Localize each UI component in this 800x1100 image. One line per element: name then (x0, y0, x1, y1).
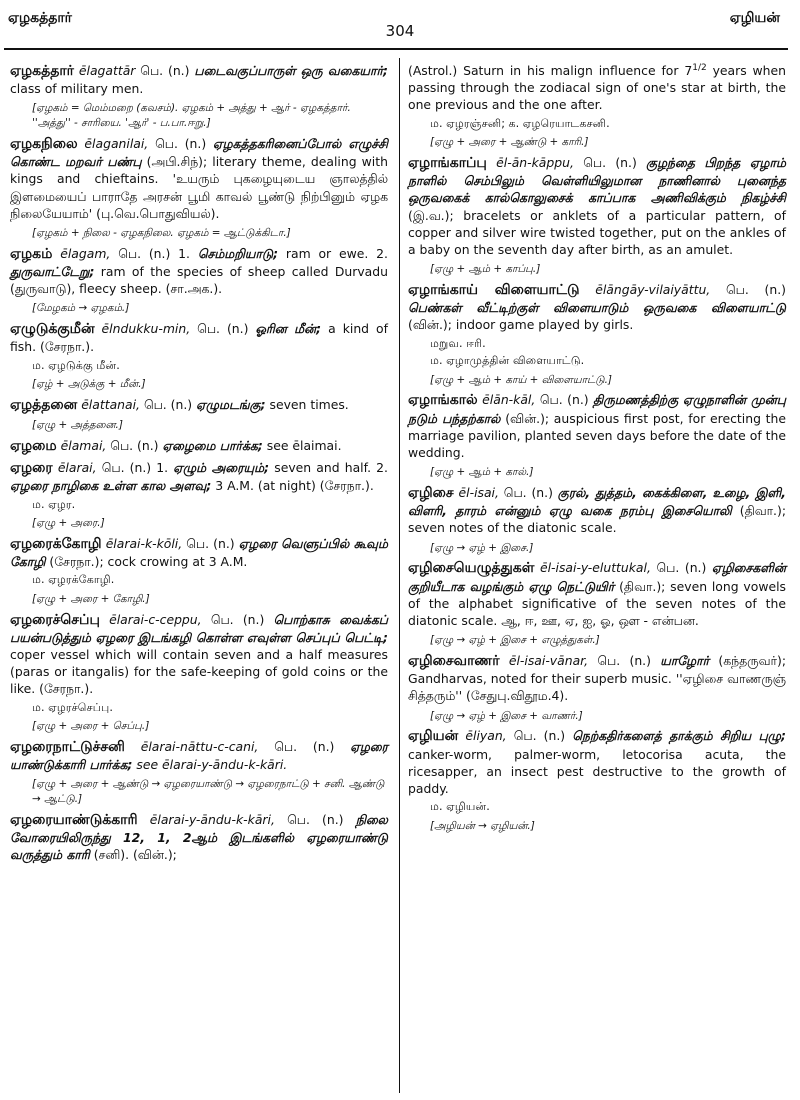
transliteration: ēlndukku-min, (101, 321, 191, 337)
english-meaning: see ēlarai-y-āndu-k-kāri. (136, 757, 288, 773)
fraction: 1/2 (692, 62, 707, 73)
sense-number: 2. (376, 460, 388, 476)
transliteration: ēlagam, (60, 245, 111, 261)
entry-definition (408, 484, 786, 537)
english-meaning: (இ.வ.); bracelets or anklets of a particular pattern, of copper and silver wire twisted together, put on the ankles of a baby on the seventh day after birth, as an amulet. (408, 207, 786, 257)
transliteration: ēlagattār (78, 63, 136, 78)
etymology: [ஏழு + ஆம் + காப்பு.] (430, 263, 541, 276)
transliteration: ēl-ān-kāppu, (496, 154, 574, 170)
transliteration: ēl-isai-vānar, (508, 652, 589, 668)
cognate: ம. ஏழரக்கோழி. (32, 573, 115, 587)
sense-number: 2. (376, 245, 388, 261)
part-of-speech: பெ. (n.) (656, 560, 707, 576)
english-meaning: 3 A.M. (at night) (சேரநா.). (215, 478, 374, 494)
header-left-guide-word: ஏழகத்தார் (8, 10, 72, 26)
tamil-meaning: ஏழரை நாழிகை உள்ள கால அளவு; (10, 478, 212, 494)
headword: ஏழிசையெழுத்துகள் (408, 560, 535, 577)
headword: ஏழகம் (10, 245, 53, 262)
transliteration: ēlarai-k-kōli, (105, 535, 183, 551)
tamil-meaning: ஏழகத்தகரினைப்போல் எழுச்சி கொண்ட மறவர் பண்பு (10, 136, 388, 170)
etymology: [ஏழு + அரை.] (32, 517, 105, 530)
entry-definition (408, 727, 786, 797)
tamil-meaning: நிலை வோரையிலிருந்து 12, 1, 2ஆம் இடங்களில் ஏழரையாண்டு வருத்தும் காரி (10, 811, 388, 863)
entry-definition (10, 738, 388, 773)
tamil-meaning: குழந்தை பிறந்த ஏழாம் நாளில் செம்பிலும் வெள்ளியிலுமான நாணினால் புனைந்த ஒருவகைக் கால்கொலுசைக் காப்பாக அணிவிக்கும் நிகழ்ச்சி (408, 154, 786, 206)
sense-number: 1. (156, 460, 169, 476)
english-meaning: (திவா.); seven long vowels of the alphabet significative of the seven notes of the diatonic scale. ஆ, ஈ, ஊ, ஏ, ஐ, ஓ, ஔ - என்பன. (408, 578, 786, 628)
transliteration: ēl-isai-y-eluttukal, (539, 560, 651, 576)
etymology: [ஏழு + அரை + செப்பு.] (32, 720, 150, 733)
tamil-meaning: நெற்கதிர்களைத் தாக்கும் சிறிய புழு; (572, 728, 786, 744)
etymology: [ஏழு → ஏழ் + இசை + வாணர்.] (430, 709, 583, 722)
part-of-speech: பெ. (n.) (197, 321, 249, 337)
headword: ஏழாங்கால் (408, 392, 478, 409)
etymology: [ஏழ் + அடுக்கு + மீன்.] (32, 378, 146, 391)
english-meaning: canker-worm, palmer-worm, letocorisa acuta, the ricesapper, an insect pest destructive to the growth of paddy. (408, 746, 786, 796)
transliteration: ēlarai-c-ceppu, (109, 611, 202, 627)
transliteration: ēlamai, (60, 437, 107, 453)
headword: ஏழகத்தார் (10, 63, 74, 79)
etymology: [ஏழு + அத்தனை.] (32, 419, 123, 432)
dictionary-entry (408, 281, 786, 387)
headword: ஏழிசைவாணர் (408, 652, 500, 669)
header-rule (4, 48, 788, 50)
headword: ஏழிசை (408, 484, 454, 501)
cognate: ம. ஏழாமுத்தின் விளையாட்டு. (430, 354, 585, 368)
dictionary-entry (10, 245, 388, 316)
right-column (408, 62, 786, 837)
part-of-speech: பெ. (n.) (503, 484, 553, 500)
cognate: ம. ஏழியன். (430, 800, 490, 814)
left-column (10, 62, 388, 867)
part-of-speech: பெ. (n.) (101, 460, 152, 476)
page-header (0, 0, 800, 48)
part-of-speech: பெ. (n.) (513, 728, 566, 744)
sense-number: 1. (178, 245, 190, 261)
part-of-speech: பெ. (n.) (118, 245, 171, 261)
headword: ஏழத்தனை (10, 396, 78, 413)
entry-definition (10, 459, 388, 494)
dictionary-entry (10, 135, 388, 241)
dictionary-entry (10, 811, 388, 864)
dictionary-entry (10, 62, 388, 131)
headword: ஏழுடுக்குமீன் (10, 321, 95, 338)
part-of-speech: பெ. (n.) (186, 535, 235, 551)
transliteration: ēlarai-y-āndu-k-kāri, (149, 811, 275, 827)
headword: ஏழமை (10, 437, 57, 454)
part-of-speech: பெ. (n.) (143, 396, 193, 412)
headword: ஏழாங்காப்பு (408, 154, 487, 171)
dictionary-entry (10, 738, 388, 807)
dictionary-entry (408, 727, 786, 833)
headword: ஏழியன் (408, 728, 459, 745)
transliteration: ēlāngāy-vilaiyāttu, (595, 281, 711, 297)
dictionary-entry (408, 484, 786, 555)
english-meaning: (சேரநா.); cock crowing at 3 A.M. (49, 554, 248, 570)
cognate: ம. ஏழரஞ்சனி; க. ஏழரெயாடகசனி. (430, 116, 610, 130)
english-meaning: a kind of fish. (சேரநா.). (10, 321, 388, 355)
headword: ஏழரைச்செப்பு (10, 611, 100, 628)
entry-definition (408, 652, 786, 705)
transliteration: ēliyan, (465, 728, 507, 744)
headword: ஏழரைக்கோழி (10, 535, 102, 552)
source-reference: (அபி.சிந்); (146, 154, 208, 170)
transliteration: ēlarai, (57, 460, 97, 476)
etymology: [ஏழகம் + நிலை - ஏழகநிலை. ஏழகம் = ஆட்டுக்கிடா.] (32, 227, 291, 240)
etymology: [ஏழு + அரை + கோழி.] (32, 592, 150, 605)
english-meaning: (கந்தருவர்); Gandharvas, noted for their superb music. ''ஏழிசை வாணருஞ் சித்தரும்'' (சேதுபு.விதூம.4). (408, 652, 786, 704)
tamil-meaning: திருமணத்திற்கு ஏழுநாளின் முன்பு நடும் பந்தற்கால் (408, 392, 786, 426)
etymology: [ஏழு → ஏழ் + இசை + எழுத்துகள்.] (430, 634, 600, 647)
dictionary-entry (10, 459, 388, 531)
part-of-speech: பெ. (n.) (287, 811, 344, 827)
synonym: மறுவ. ஈரி. (430, 336, 486, 350)
entry-definition (10, 135, 388, 222)
transliteration: ēl-isai, (458, 484, 499, 500)
part-of-speech: பெ. (n.) (274, 738, 335, 754)
tamil-meaning: குரல், துத்தம், கைக்கிளை, உழை, இளி, விளரி, தாரம் என்னும் ஏழு வகை நரம்பு இசையொலி (408, 484, 786, 519)
entry-definition (408, 154, 786, 258)
part-of-speech: பெ. (n.) (583, 154, 637, 170)
dictionary-entry (408, 391, 786, 480)
english-meaning: class of military men. (10, 81, 144, 97)
dictionary-entry (10, 611, 388, 734)
page-number: 304 (385, 22, 415, 40)
transliteration: ēlān-kāl, (482, 392, 536, 408)
dictionary-entry (408, 559, 786, 648)
english-meaning: literary theme, dealing with kings and chieftains. 'உயரும் புகழையுடைய ஞாலத்தில் இளமையைப் பாராதே அரசன் பூமி காவல் பூண்டு நிற்பினும் ஏழக நிலையேயாம்' (பு.வெ.பொதுவியல்). (10, 154, 388, 221)
entry-definition (408, 391, 786, 461)
cognate: ம. ஏழர. (32, 497, 76, 511)
dictionary-entry (408, 652, 786, 723)
english-meaning: ram of the species of sheep called Durvadu (துருவாடு), fleecy sheep. (சா.அக.). (10, 264, 388, 297)
headword: ஏழரைநாட்டுச்சனி (10, 738, 125, 755)
dictionary-entry (10, 320, 388, 392)
english-meaning: ram or ewe. (285, 245, 369, 261)
dictionary-entry-continued (408, 62, 786, 150)
cognate: ம. ஏழடுக்கு மீன். (32, 358, 120, 372)
tamil-meaning: பெண்கள் வீட்டிற்குள் விளையாடும் ஒருவகை விளையாட்டு (408, 300, 786, 316)
entry-definition (10, 811, 388, 864)
entry-definition (10, 611, 388, 698)
tamil-meaning: செம்மறியாடு; (197, 245, 279, 261)
english-meaning: seven times. (269, 396, 349, 412)
entry-definition (408, 281, 786, 334)
english-meaning: coper vessel which will contain seven and a half measures (paras or itangalis) for the safe-keeping of gold coins or the like. (சேரநா.). (10, 646, 388, 697)
etymology: [ஏழு + அரை + ஆண்டு + காரி.] (430, 136, 589, 149)
headword: ஏழரை (10, 460, 53, 477)
tamil-meaning: ஏழும் அரையும்; (173, 460, 270, 476)
part-of-speech: பெ. (n.) (210, 611, 265, 627)
entry-definition (10, 437, 388, 455)
header-right-guide-word: ஏழியன் (729, 10, 780, 26)
english-meaning: (திவா.); seven notes of the diatonic scale. (408, 503, 786, 536)
etymology: [ஏழு + ஆம் + காய் + விளையாட்டு.] (430, 373, 612, 386)
dictionary-entry (408, 154, 786, 277)
transliteration: ēlattanai, (81, 396, 140, 412)
part-of-speech: பெ. (n.) (597, 652, 651, 668)
dictionary-entry (10, 437, 388, 455)
transliteration: ēlaganilai, (84, 136, 149, 151)
etymology: [ஏழு + அரை + ஆண்டு → ஏழரையாண்டு → ஏழரைநாட்டு + சனி. ஆண்டு → ஆட்டு.] (32, 778, 385, 806)
etymology: [அழியன் → ஏழியன்.] (430, 819, 535, 832)
headword: ஏழாங்காய் விளையாட்டு (408, 281, 580, 298)
dictionary-entry (10, 396, 388, 433)
english-meaning: years when passing through the zodiacal sign of one's star at birth, the one previous and the one after. (408, 63, 786, 113)
tamil-meaning: துருவாட்டேறு; (10, 264, 95, 280)
headword: ஏழரையாண்டுக்காரி (10, 811, 138, 828)
cognate: ம. ஏழரச்செப்பு. (32, 700, 113, 714)
tamil-meaning: ஏழிசைகளின் குறியீடாக வழங்கும் ஏழு நெட்டுயிர் (408, 560, 786, 594)
etymology: [ஏழு + ஆம் + கால்.] (430, 466, 534, 479)
english-meaning: (Astrol.) Saturn in his malign influence for 7 (408, 63, 693, 78)
english-meaning: (வின்.); indoor game played by girls. (408, 317, 634, 333)
part-of-speech: பெ. (n.) (155, 136, 207, 151)
english-meaning: see ēlaimai. (266, 437, 342, 453)
english-meaning: (வின்.); auspicious first post, for erecting the marriage pavilion, planted seven days before the date of the wedding. (408, 410, 786, 460)
entry-definition (10, 396, 388, 414)
tamil-meaning: படைவகுப்பாருள் ஒரு வகையார்; (194, 63, 388, 78)
tamil-meaning: ஏழரை யாண்டுக்காரி பார்க்க; (10, 738, 388, 773)
transliteration: ēlarai-nāttu-c-cani, (140, 738, 259, 754)
entry-definition (10, 535, 388, 570)
entry-definition (10, 320, 388, 355)
column-divider (399, 58, 400, 1093)
part-of-speech: பெ. (n.) (140, 63, 190, 78)
part-of-speech: பெ. (n.) (539, 392, 589, 408)
tamil-meaning: பொற்காசு வைக்கப் பயன்படுத்தும் ஏழரை இடங்கழி கொள்ள எவுள்ள செப்புப் பெட்டி; (10, 611, 388, 645)
tamil-meaning: ஏழைமை பார்க்க; (162, 437, 263, 453)
entry-definition (10, 245, 388, 298)
etymology: [ஏழகம் = மெம்மறை (கவசம்). ஏழகம் + அத்து + ஆர் - ஏழகத்தார். ''அத்து'' - சாரியை. 'ஆர்' - ப.பா.ஈறு.] (32, 102, 351, 130)
english-meaning: (சனி). (வின்.); (93, 847, 177, 863)
entry-definition (408, 62, 786, 114)
part-of-speech: பெ. (n.) (110, 437, 159, 453)
dictionary-entry (10, 535, 388, 607)
entry-definition (10, 62, 388, 97)
etymology: [மேழகம் → ஏழகம்.] (32, 302, 130, 315)
headword: ஏழகநிலை (10, 136, 78, 152)
entry-definition (408, 559, 786, 629)
tamil-meaning: ஏழுமடங்கு; (196, 396, 266, 412)
tamil-meaning: யாழோர் (660, 652, 710, 668)
english-meaning: seven and half. (274, 460, 372, 476)
etymology: [ஏழு → ஏழ் + இசை.] (430, 541, 534, 554)
tamil-meaning: ஓரின மீன்; (255, 321, 322, 337)
tamil-meaning: ஏழரை வெளுப்பில் கூவும் கோழி (10, 535, 388, 570)
part-of-speech: பெ. (n.) (726, 281, 787, 297)
